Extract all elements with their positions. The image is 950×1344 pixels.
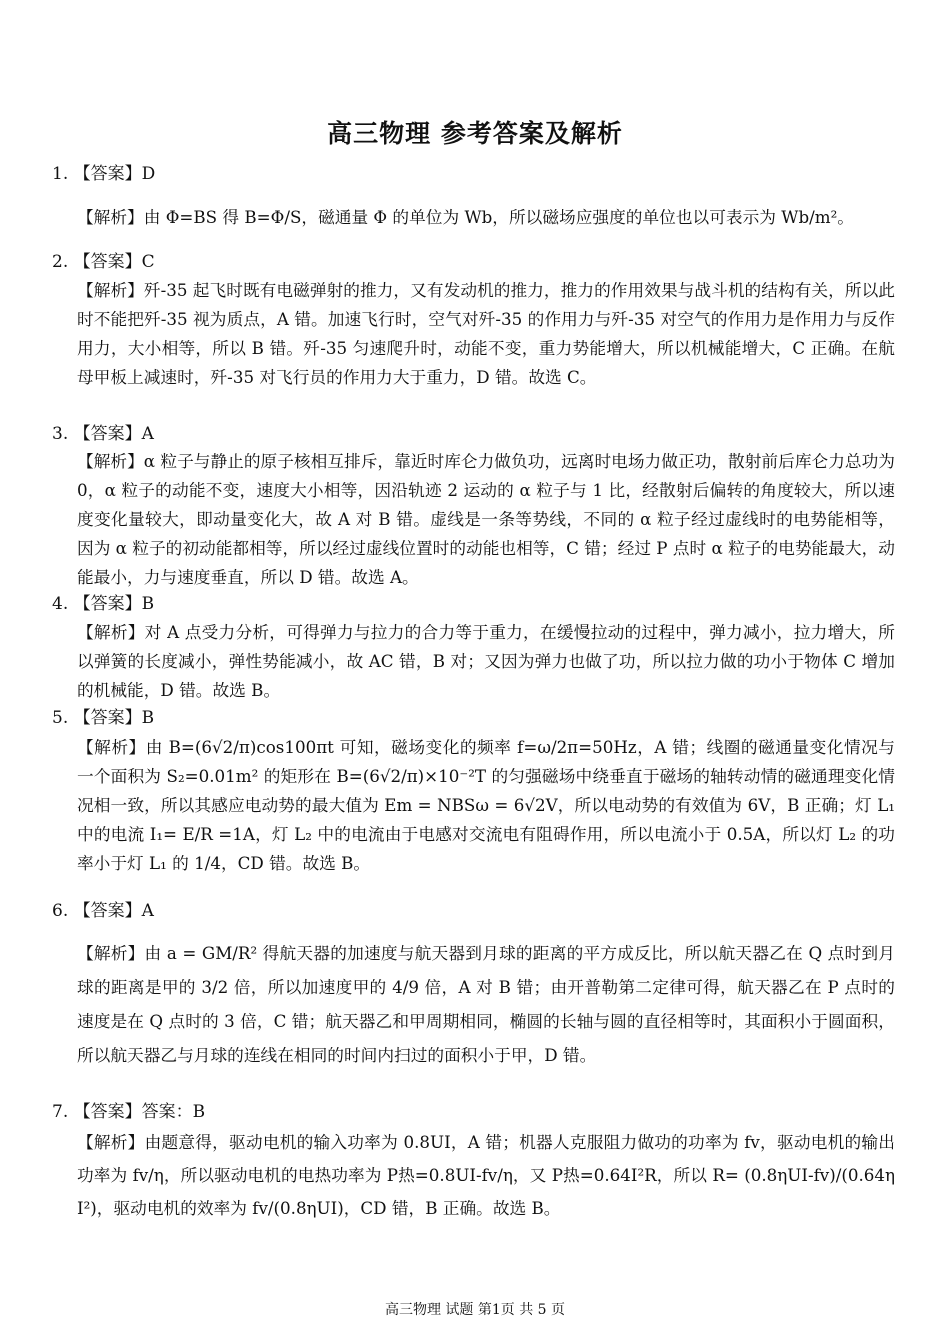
answer-text: 【答案】答案：B	[73, 1102, 206, 1122]
question-number: 4.	[52, 594, 69, 614]
question-number: 7.	[52, 1102, 69, 1122]
question-3-analysis: 【解析】α 粒子与静止的原子核相互排斥，靠近时库仑力做负功，远离时电场力做正功，散射前后库仑力总功为 0，α 粒子的动能不变，速度大小相等，因沿轨迹 2 运动的 α 粒子与 1 比，经散射后偏转的角度较大，所以速度变化量较大，即动量变化大，故 A 对 B 错。虚线是一条等势线，不同的 α 粒子经过虚线时的电势能相等，因为 α 粒子的初动能都相等，所以经过虚线位置时的动能也相等，C 错；经过 P 点时 α 粒子的电势能最大，动能最小，力与速度垂直，所以 D 错。故选 A。	[77, 451, 895, 587]
question-3-answer	[52, 423, 154, 445]
question-2-analysis: 【解析】歼-35 起飞时既有电磁弹射的推力，又有发动机的推力，推力的作用效果与战斗机的结构有关，所以此时不能把歼-35 视为质点，A 错。加速飞行时，空气对歼-35 的作用力与歼-35 对空气的作用力是作用力与反作用力，大小相等，所以 B 错。歼-35 匀速爬升时，动能不变，重力势能增大，所以机械能增大，C 正确。在航母甲板上减速时，歼-35 对飞行员的作用力大于重力，D 错。故选 C。	[77, 280, 895, 387]
question-4-answer	[52, 593, 154, 615]
question-number: 1.	[52, 164, 69, 184]
question-6-analysis: 【解析】由 a = GM/R² 得航天器的加速度与航天器到月球的距离的平方成反比，所以航天器乙在 Q 点时到月球的距离是甲的 3/2 倍，所以加速度甲的 4/9 倍，A 对 B 错；由开普勒第二定律可得，航天器乙在 P 点时的速度是在 Q 点时的 3 倍，C 错；航天器乙和甲周期相同，椭圆的长轴与圆的直径相等时，其面积小于圆面积，所以航天器乙与月球的连线在相同的时间内扫过的面积小于甲，D 错。	[77, 943, 895, 1065]
question-number: 5.	[52, 708, 69, 728]
answer-text: 【答案】A	[73, 901, 154, 921]
question-6-answer	[52, 900, 154, 922]
answer-text: 【答案】B	[73, 594, 155, 614]
answer-text: 【答案】C	[73, 252, 155, 272]
page-title: 高三物理 参考答案及解析	[327, 119, 623, 148]
answer-text: 【答案】D	[73, 164, 156, 184]
page-footer: 高三物理 试题 第1页 共 5 页	[384, 1302, 566, 1318]
question-number: 2.	[52, 252, 69, 272]
question-1-analysis: 【解析】由 Φ=BS 得 B=Φ/S，磁通量 Φ 的单位为 Wb，所以磁场应强度的单位也以可表示为 Wb/m²。	[77, 207, 854, 227]
question-number: 6.	[52, 901, 69, 921]
answer-text: 【答案】A	[73, 424, 154, 444]
question-2-answer	[52, 251, 155, 273]
question-number: 3.	[52, 424, 69, 444]
question-5-answer	[52, 707, 154, 729]
question-5-analysis: 【解析】由 B=(6√2/π)cos100πt 可知，磁场变化的频率 f=ω/2π=50Hz，A 错；线圈的磁通量变化情况与一个面积为 S₂=0.01m² 的矩形在 B=(6√2/π)×10⁻²T 的匀强磁场中绕垂直于磁场的轴转动情的磁通理变化情况相一致，所以其感应电动势的最大值为 Em = NBSω = 6√2V，所以电动势的有效值为 6V，B 正确；灯 L₁ 中的电流 I₁= E/R =1A，灯 L₂ 中的电流由于电感对交流电有阻碍作用，所以电流小于 0.5A，所以灯 L₂ 的功率小于灯 L₁ 的 1/4，CD 错。故选 B。	[77, 737, 895, 873]
question-7-analysis: 【解析】由题意得，驱动电机的输入功率为 0.8UI，A 错；机器人克服阻力做功的功率为 fv，驱动电机的输出功率为 fv/η，所以驱动电机的电热功率为 P热=0.8UI-fv/η，又 P热=0.64I²R，所以 R= (0.8ηUI-fv)/(0.64ηI²)，驱动电机的效率为 fv/(0.8ηUI)，CD 错，B 正确。故选 B。	[77, 1132, 895, 1218]
question-1-answer	[52, 163, 155, 185]
answer-text: 【答案】B	[73, 708, 155, 728]
question-4-analysis: 【解析】对 A 点受力分析，可得弹力与拉力的合力等于重力，在缓慢拉动的过程中，弹力减小，拉力增大，所以弹簧的长度减小，弹性势能减小，故 AC 错，B 对；又因为弹力也做了功，所以拉力做的功小于物体 C 增加的机械能，D 错。故选 B。	[77, 622, 895, 700]
question-7-answer	[52, 1101, 205, 1123]
